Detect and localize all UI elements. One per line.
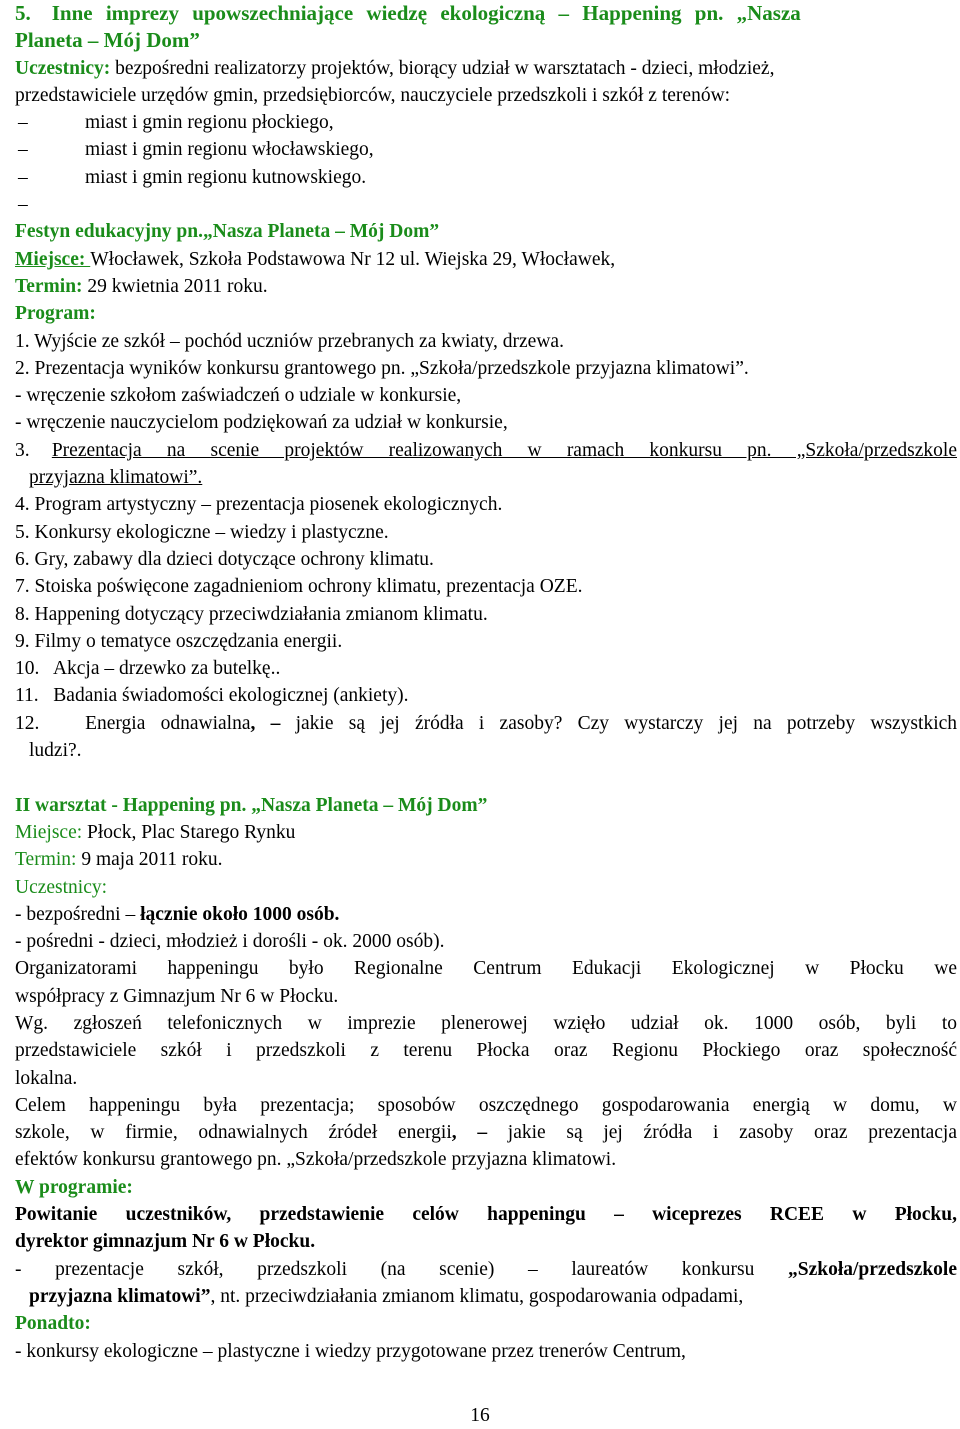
dash-bullet: – xyxy=(18,139,28,161)
participants-text: bezpośredni realizatorzy projektów, biorący udział w warsztatach - dzieci, młodzież, xyxy=(110,57,775,79)
welcome-line2: dyrektor gimnazjum Nr 6 w Płocku. xyxy=(15,1231,316,1253)
program-item xyxy=(15,437,957,464)
presentations-text: - prezentacje szkół, przedszkoli (na scenie) – laureatów konkursu xyxy=(15,1258,788,1280)
dash-bullet: – xyxy=(18,166,28,188)
festyn-date xyxy=(15,273,957,300)
organizers-line1: Organizatorami happeningu było Regionalne Centrum Edukacji Ekologicznej w Płocku we xyxy=(15,958,957,980)
program-subitem: - wręczenie nauczycielom podziękowań za udział w konkursie, xyxy=(15,412,508,434)
program-item-number: 7. xyxy=(15,576,30,598)
warsztat-indirect: - pośredni - dzieci, młodzież i dorośli - ok. 2000 osób). xyxy=(15,931,445,953)
program-item-text: Happening dotyczący przeciwdziałania zmianom klimatu. xyxy=(34,603,488,625)
region-text: miast i gmin regionu płockiego, xyxy=(85,112,334,134)
program-item xyxy=(15,601,957,628)
section-heading xyxy=(15,0,957,27)
page-number: 16 xyxy=(470,1405,490,1426)
reports-line2: przedstawiciele szkół i przedszkoli z terenu Płocka oraz Regionu Płockiego oraz społeczność xyxy=(15,1040,957,1062)
program-item-text: Prezentacja na scenie projektów realizowanych w ramach konkursu pn. „Szkoła/przedszkole xyxy=(51,439,958,461)
organizers-line2: współpracy z Gimnazjum Nr 6 w Płocku. xyxy=(15,985,339,1007)
festyn-date-label: Termin: xyxy=(15,275,83,297)
festyn-program-label: Program: xyxy=(15,303,96,325)
program-item-number: 2. xyxy=(15,357,30,379)
program-item-text: Prezentacja wyników konkursu grantowego pn. „Szkoła/przedszkole przyjazna klimatowi”. xyxy=(34,357,749,379)
program-item-number: 8. xyxy=(15,603,30,625)
region-text: miast i gmin regionu włocławskiego, xyxy=(85,139,374,161)
section-heading-line1: Inne imprezy upowszechniające wiedzę ekologiczną – Happening pn. „Nasza xyxy=(51,1,801,25)
goal-text-b: , – xyxy=(451,1122,508,1144)
goal-line3: efektów konkursu grantowego pn. „Szkoła/przedszkole przyjazna klimatowi. xyxy=(15,1149,617,1171)
also-label: Ponadto: xyxy=(15,1313,91,1335)
program-item xyxy=(15,655,957,682)
region-item xyxy=(15,136,957,163)
program-item-text: Program artystyczny – prezentacja piosenek ekologicznych. xyxy=(34,494,503,516)
festyn-title: Festyn edukacyjny pn.„Nasza Planeta – Mój Dom” xyxy=(15,221,440,243)
document-page xyxy=(15,0,957,1365)
warsztat-participants-label: Uczestnicy: xyxy=(15,876,108,898)
program-item-text-b: , – xyxy=(250,712,296,734)
program-item xyxy=(15,573,957,600)
presentations-line1 xyxy=(15,1256,957,1283)
program-item xyxy=(15,546,957,573)
program-item xyxy=(15,628,957,655)
warsztat-date-label: Termin: xyxy=(15,849,77,871)
direct-text: - bezpośredni – xyxy=(15,903,141,925)
program-item-text: Badania świadomości ekologicznej (ankiety). xyxy=(53,685,409,707)
program-item-text: Wyjście ze szkół – pochód uczniów przebranych za kwiaty, drzewa. xyxy=(34,330,564,352)
warsztat-date xyxy=(15,846,957,873)
program-item-text: Filmy o tematyce oszczędzania energii. xyxy=(34,630,343,652)
program-subitem: - wręczenie szkołom zaświadczeń o udziale w konkursie, xyxy=(15,385,462,407)
program-item xyxy=(15,682,957,709)
program-item-continuation xyxy=(15,464,957,491)
spacer xyxy=(15,764,957,791)
program-item-number: 4. xyxy=(15,494,30,516)
warsztat-direct xyxy=(15,901,957,928)
program-item xyxy=(15,328,957,355)
program-item-continuation: ludzi?. xyxy=(29,740,82,762)
program-item-text: Gry, zabawy dla dzieci dotyczące ochrony klimatu. xyxy=(34,548,434,570)
direct-count: łącznie około 1000 osób. xyxy=(140,903,340,925)
warsztat-date-text: 9 maja 2011 roku. xyxy=(76,849,223,871)
festyn-place-text: Włocławek, Szkoła Podstawowa Nr 12 ul. Wiejska 29, Włocławek, xyxy=(90,248,616,270)
festyn-place xyxy=(15,246,957,273)
dash-bullet: – xyxy=(18,194,28,216)
participants-label: Uczestnicy: xyxy=(15,57,111,79)
program-item-number: 1. xyxy=(15,330,30,352)
program-item-text: Stoiska poświęcone zagadnieniom ochrony klimatu, prezentacja OZE. xyxy=(34,576,583,598)
festyn-date-text: 29 kwietnia 2011 roku. xyxy=(82,275,268,297)
program-item-text-c: jakie są jej źródła i zasoby? Czy wystarczy jej na potrzeby wszystkich xyxy=(295,712,958,734)
region-text: miast i gmin regionu kutnowskiego. xyxy=(85,166,367,188)
empty-dash-item xyxy=(15,191,957,218)
program-item-text: przyjazna klimatowi”. xyxy=(29,467,203,489)
section-heading-line2: Planeta – Mój Dom” xyxy=(15,28,200,53)
warsztat-program-label: W programie: xyxy=(15,1176,133,1198)
goal-text-c: jakie są jej źródła i zasoby oraz prezentacja xyxy=(507,1122,958,1144)
goal-line1: Celem happeningu była prezentacja; sposobów oszczędnego gospodarowania energią w domu, w xyxy=(15,1094,957,1116)
program-item xyxy=(15,491,957,518)
program-item-text: Akcja – drzewko za butelkę.. xyxy=(52,658,281,680)
dash-bullet: – xyxy=(18,112,28,134)
program-item-number: 11. xyxy=(15,685,39,707)
also-text: - konkursy ekologiczne – plastyczne i wiedzy przygotowane przez trenerów Centrum, xyxy=(15,1340,686,1362)
program-item-number: 6. xyxy=(15,548,30,570)
program-item-number: 5. xyxy=(15,521,30,543)
program-item xyxy=(15,710,957,737)
program-item-number: 9. xyxy=(15,630,30,652)
program-item-number: 3. xyxy=(15,439,30,461)
participants-line xyxy=(15,55,957,82)
warsztat-place-label: Miejsce: xyxy=(15,821,83,843)
program-item-number: 10. xyxy=(15,658,40,680)
festyn-place-label: Miejsce: xyxy=(15,248,91,270)
program-item xyxy=(15,355,957,382)
warsztat-place xyxy=(15,819,957,846)
warsztat-title: II warsztat - Happening pn. „Nasza Planeta – Mój Dom” xyxy=(15,794,488,816)
section-number: 5. xyxy=(15,1,31,25)
region-item xyxy=(15,164,957,191)
reports-line3: lokalna. xyxy=(15,1067,78,1089)
warsztat-place-text: Płock, Plac Starego Rynku xyxy=(82,821,296,843)
participants-text-2: przedstawiciele urzędów gmin, przedsiębiorców, nauczyciele przedszkoli i szkół z terenów: xyxy=(15,84,731,106)
program-item xyxy=(15,519,957,546)
reports-line1: Wg. zgłoszeń telefonicznych w imprezie plenerowej wzięło udział ok. 1000 osób, byli to xyxy=(15,1012,957,1034)
presentations-line2 xyxy=(15,1283,957,1310)
presentations-contest: „Szkoła/przedszkole xyxy=(788,1258,957,1280)
program-item-text-a: Energia odnawialna xyxy=(85,712,251,734)
program-item-text: Konkursy ekologiczne – wiedzy i plastyczne. xyxy=(34,521,389,543)
goal-line2 xyxy=(15,1119,957,1146)
presentations-topics: , nt. przeciwdziałania zmianom klimatu, gospodarowania odpadami, xyxy=(210,1285,744,1307)
region-item xyxy=(15,109,957,136)
welcome-line1: Powitanie uczestników, przedstawienie celów happeningu – wiceprezes RCEE w Płocku, xyxy=(15,1204,957,1226)
presentations-contest-cont: przyjazna klimatowi” xyxy=(29,1285,211,1307)
goal-text-a: szkole, w firmie, odnawialnych źródeł energii xyxy=(15,1122,452,1144)
program-item-number: 12. xyxy=(15,712,40,734)
